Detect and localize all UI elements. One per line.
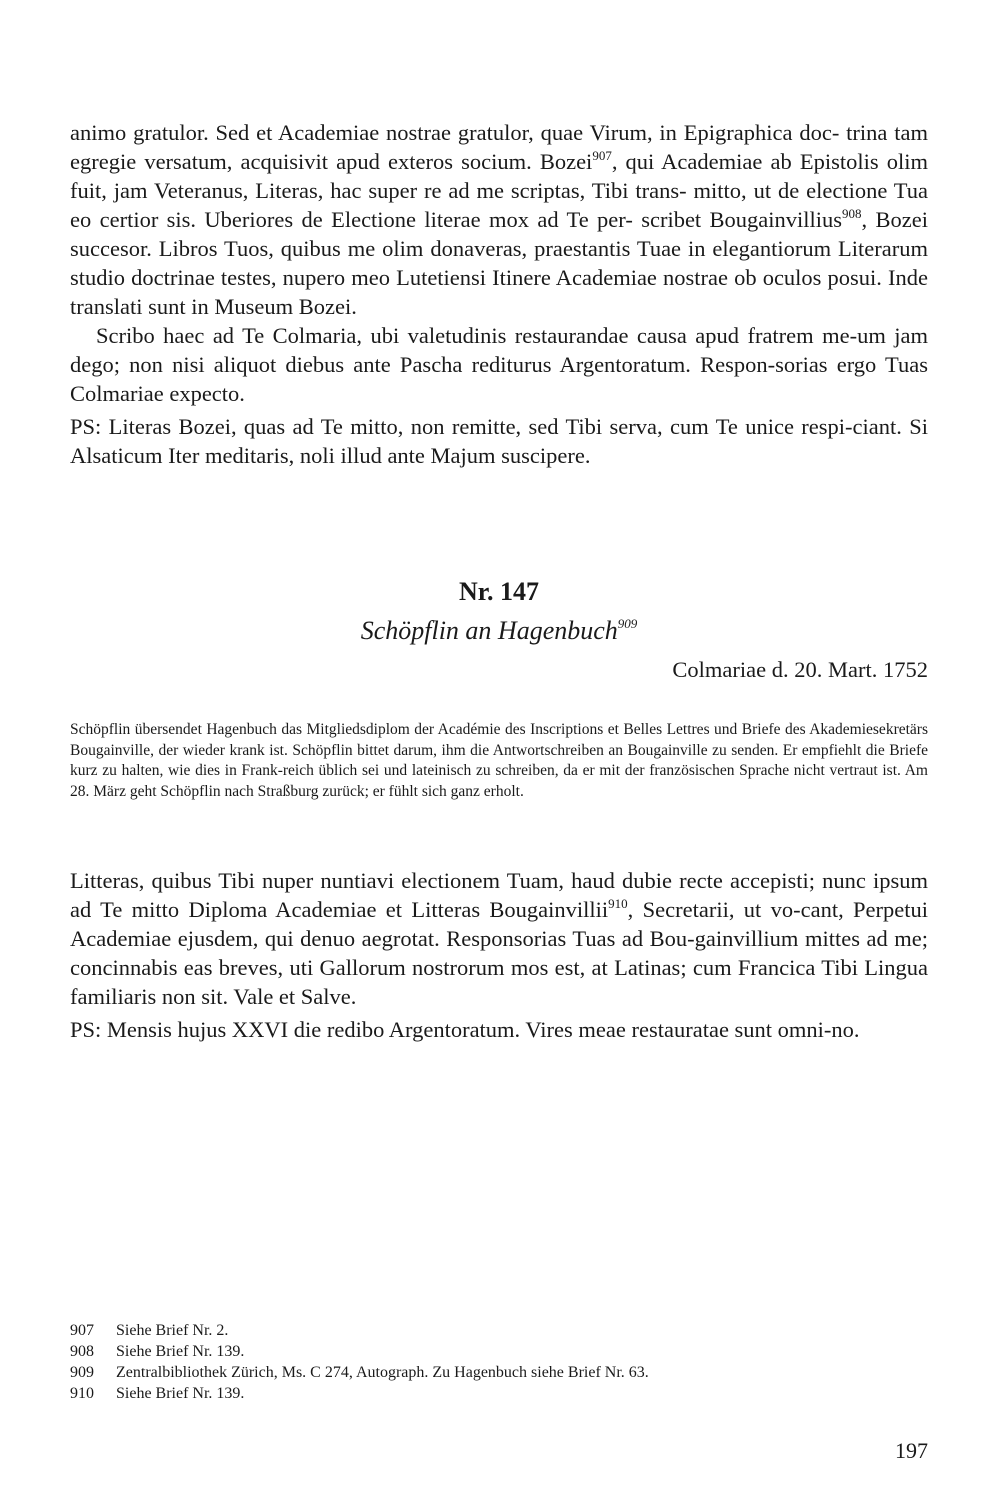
paragraph-2: Scribo haec ad Te Colmaria, ubi valetudinis restaurandae causa apud fratrem me-um jam dego; non nisi aliquot diebus ante Pascha rediturus Argentoratum. Respon-sorias ergo Tuas Colmariae expecto. bbox=[70, 323, 928, 406]
footnote-ref-908: 908 bbox=[842, 205, 862, 221]
page-number: 197 bbox=[895, 1438, 928, 1463]
letter-title bbox=[70, 614, 928, 648]
footnote-number: 907 bbox=[70, 1322, 94, 1339]
footnote-item bbox=[70, 1383, 928, 1404]
letter-date: Colmariae d. 20. Mart. 1752 bbox=[672, 657, 928, 682]
footnote-item bbox=[70, 1341, 928, 1362]
text-line: ab Epistolis olim fuit, jam Veteranus, Literas, hac super re ad me scriptas, Tibi trans- bbox=[70, 149, 928, 203]
letter-body bbox=[70, 866, 928, 1044]
footnote-text: Siehe Brief Nr. 139. bbox=[116, 1385, 245, 1402]
footnotes bbox=[70, 1320, 928, 1404]
footnote-text: Siehe Brief Nr. 139. bbox=[116, 1343, 245, 1360]
footnote-text: Zentralbibliothek Zürich, Ms. C 274, Autograph. Zu Hagenbuch siehe Brief Nr. 63. bbox=[116, 1364, 649, 1381]
text-line: animo gratulor. Sed et Academiae nostrae gratulor, quae Virum, in Epigraphica doc- bbox=[70, 120, 840, 145]
footnote-item bbox=[70, 1362, 928, 1383]
text-line: Lutetiensi Itinere Academiae nostrae ob oculos posui. Inde translati sunt in Museum bbox=[70, 265, 929, 319]
text-line: scribet Bougainvillius bbox=[641, 207, 843, 232]
footnote-number: 909 bbox=[70, 1364, 94, 1381]
letter-summary: Schöpflin übersendet Hagenbuch das Mitgliedsdiplom der Académie des Inscriptions et Belles Lettres und Briefe des Akademiesekretärs Bougainville, der wieder krank ist. Schöpflin bittet darum, ihm die Antwortschreiben an Bougainville zu senden. Er empfiehlt die Briefe kurz zu halten, wie dies in Frank-reich üblich sei und lateinisch zu schreiben, da er mit der französischen Sprache nicht vertraut ist. Am 28. März geht Schöpflin nach Straßburg zurück; er fühlt sich ganz erholt. bbox=[70, 721, 928, 800]
footnote-number: 908 bbox=[70, 1343, 94, 1360]
text-line: Bozei. bbox=[298, 294, 357, 319]
letter-title-text: Schöpflin an Hagenbuch bbox=[360, 616, 618, 645]
text-line: , Bozei succesor. Libros Tuos, quibus me olim donaveras, bbox=[70, 207, 929, 261]
postscript-2: PS: Mensis hujus XXVI die redibo Argentoratum. Vires meae restauratae sunt omni-no. bbox=[70, 1017, 860, 1042]
text-line: mitto, ut de electione Tua eo certior sis. Uberiores de Electione literae mox ad Te per- bbox=[70, 178, 928, 232]
footnote-ref-907: 907 bbox=[592, 147, 612, 163]
continuation-text bbox=[70, 118, 928, 470]
footnote-text: Siehe Brief Nr. 2. bbox=[116, 1322, 229, 1339]
footnote-number: 910 bbox=[70, 1385, 94, 1402]
text-line: praestantis Tuae in elegantiorum Literarum studio doctrinae testes, nupero meo bbox=[70, 236, 928, 290]
letter-heading bbox=[70, 576, 928, 684]
footnote-item bbox=[70, 1320, 928, 1341]
letter-text-a: Litteras, quibus Tibi nuper nuntiavi electionem Tuam, haud dubie recte accepisti; nunc ipsum ad Te mitto Diploma Academiae et Litteras Bougainvillii bbox=[70, 868, 928, 922]
letter-text-b: , Secretarii, ut vo-cant, Perpetui Academiae ejusdem, qui denuo aegrotat. Responsorias Tuas ad Bou-gainvillium mittes ad me; concinnabis eas breves, uti Gallorum nostrorum mos est, at Latinas; cum Francica Tibi Lingua familiaris non sit. Vale et Salve. bbox=[70, 897, 928, 1009]
letter-paragraph bbox=[70, 866, 928, 1011]
text-line: trina tam egregie versatum, acquisivit apud exteros socium. Bozei bbox=[70, 120, 928, 174]
postscript-1: PS: Literas Bozei, quas ad Te mitto, non remitte, sed Tibi serva, cum Te unice respi-ciant. Si Alsaticum Iter meditaris, noli illud ante Majum suscipere. bbox=[70, 414, 928, 468]
paragraph-1 bbox=[70, 118, 928, 321]
text-line: , qui Academiae bbox=[611, 149, 763, 174]
footnote-ref-909: 909 bbox=[617, 616, 638, 632]
footnote-ref-910: 910 bbox=[608, 895, 628, 911]
letter-number: Nr. 147 bbox=[459, 577, 539, 606]
